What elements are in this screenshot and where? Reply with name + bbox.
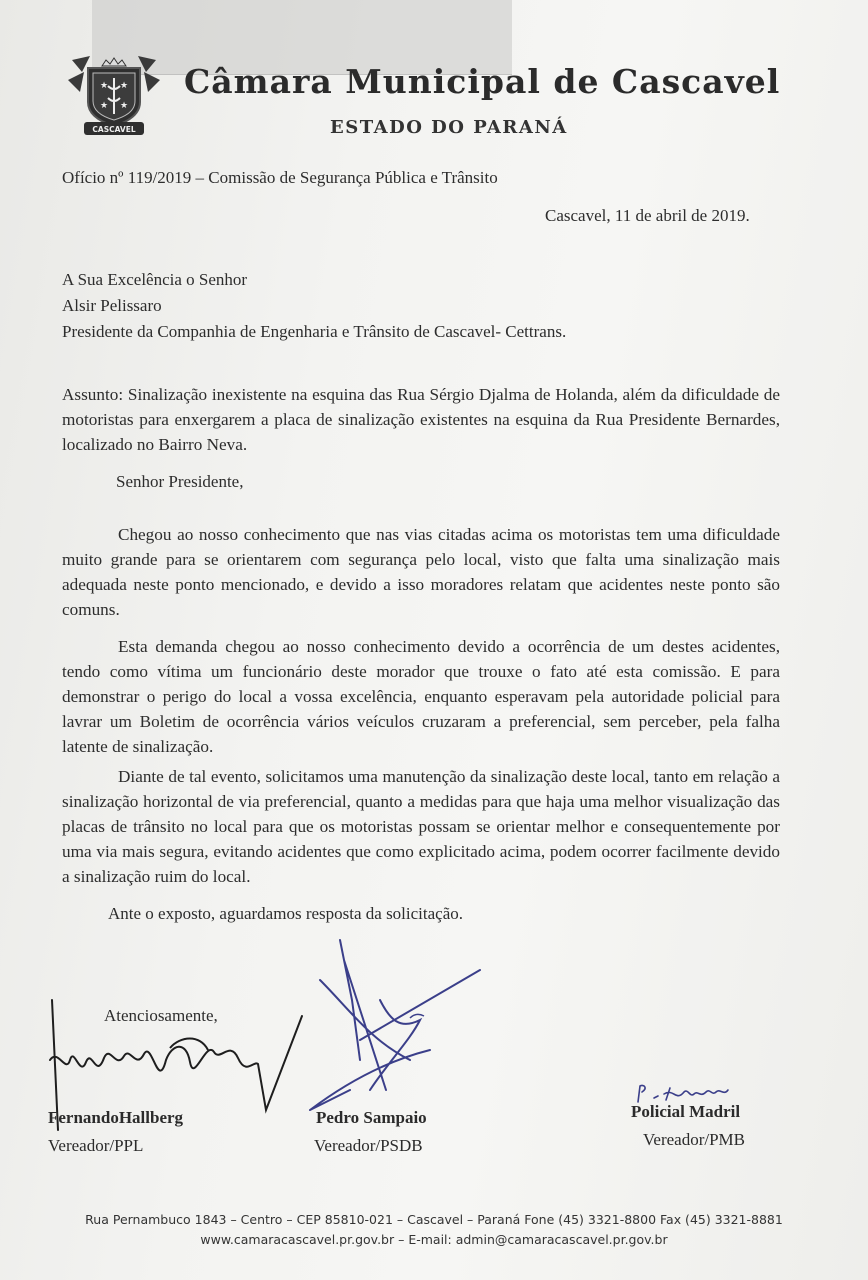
institution-title: Câmara Municipal de Cascavel bbox=[184, 62, 781, 101]
svg-text:★: ★ bbox=[100, 81, 109, 91]
svg-text:★: ★ bbox=[120, 101, 129, 111]
letter-date: Cascavel, 11 de abril de 2019. bbox=[545, 206, 750, 225]
subject-paragraph: Assunto: Sinalização inexistente na esquina das Rua Sérgio Djalma de Holanda, além da dificuldade de motoristas para enxergarem a placa de sinalização existentes na esquina da Rua Presidente Bernardes, localizado no Bairro Neva. bbox=[62, 385, 780, 454]
recipient-title: Presidente da Companhia de Engenharia e Trânsito de Cascavel- Cettrans. bbox=[62, 322, 567, 341]
signatory-role: Vereador/PSDB bbox=[314, 1136, 423, 1155]
footer-contact: www.camaracascavel.pr.gov.br – E-mail: admin@camaracascavel.pr.gov.br bbox=[200, 1232, 668, 1247]
signatory-name: Policial Madril bbox=[631, 1102, 741, 1121]
svg-text:★: ★ bbox=[120, 81, 129, 91]
office-reference: Ofício nº 119/2019 – Comissão de Segurança Pública e Trânsito bbox=[62, 168, 498, 187]
signatory-role: Vereador/PMB bbox=[643, 1130, 745, 1149]
body-paragraph: Chegou ao nosso conhecimento que nas vias citadas acima os motoristas tem uma dificuldade muito grande para se orientarem com segurança pelo local, visto que falta uma sinalização mais adequada neste ponto mencionado, e devido a isso moradores relatam que acidentes neste ponto são comuns. bbox=[62, 525, 780, 619]
signatory-role: Vereador/PPL bbox=[48, 1136, 144, 1155]
closing-request: Ante o exposto, aguardamos resposta da solicitação. bbox=[108, 904, 464, 923]
state-subtitle: ESTADO DO PARANÁ bbox=[330, 117, 568, 138]
svg-text:★: ★ bbox=[100, 101, 109, 111]
signatory-name: Pedro Sampaio bbox=[316, 1108, 427, 1127]
coat-of-arms-icon bbox=[66, 52, 162, 138]
signatory-name: FernandoHallberg bbox=[48, 1108, 184, 1127]
greeting: Senhor Presidente, bbox=[116, 472, 244, 491]
recipient-salutation: A Sua Excelência o Senhor bbox=[62, 270, 248, 289]
body-paragraph: Diante de tal evento, solicitamos uma manutenção da sinalização deste local, tanto em relação a sinalização horizontal de via preferencial, quanto a medidas para que haja uma melhor visualização das placas de trânsito no local para que os motoristas possam se orientar melhor e consequentemente por uma via mais segura, evitando acidentes que como explicitado acima, podem ocorrer facilmente devido a sinalização ruim do local. bbox=[62, 767, 780, 886]
body-paragraph: Esta demanda chegou ao nosso conhecimento devido a ocorrência de um destes acidentes, tendo como vítima um funcionário deste morador que trouxe o fato até esta comissão. E para demonstrar o perigo do local a vossa excelência, enquanto esperavam pela autoridade policial para lavrar um Boletim de ocorrência vários veículos cruzaram a preferencial, sem perceber, pela falha latente de sinalização. bbox=[62, 637, 780, 756]
valediction: Atenciosamente, bbox=[104, 1006, 218, 1025]
footer-address: Rua Pernambuco 1843 – Centro – CEP 85810-021 – Cascavel – Paraná Fone (45) 3321-8800 Fax (45) 3321-8881 bbox=[85, 1212, 783, 1227]
svg-text:CASCAVEL: CASCAVEL bbox=[92, 125, 136, 134]
recipient-name: Alsir Pelissaro bbox=[62, 296, 162, 315]
